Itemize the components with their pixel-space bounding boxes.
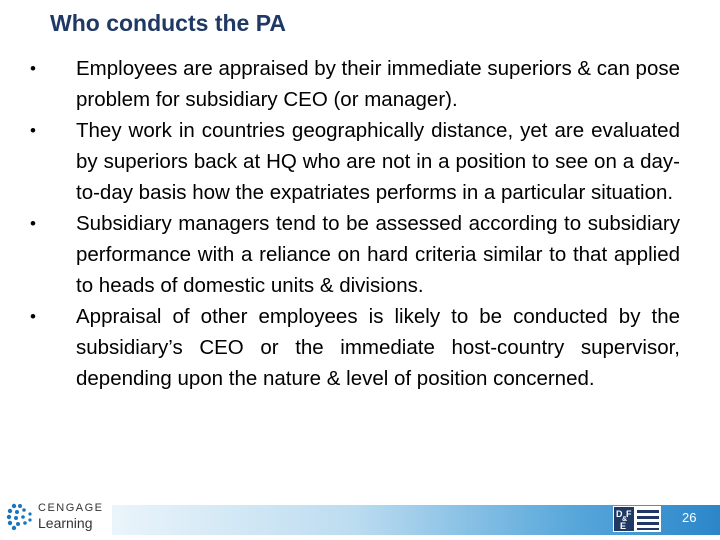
badge-letter: D: [616, 509, 623, 519]
cengage-logo: [6, 498, 112, 536]
bullet-dot: •: [30, 307, 36, 326]
bullet-dot: •: [30, 121, 36, 140]
cengage-swirl-icon: [6, 500, 36, 534]
bullet-dot: •: [30, 59, 36, 78]
bullet-item: [30, 53, 680, 115]
slide-title: Who conducts the PA: [50, 10, 286, 36]
logo-word-cengage: CENGAGE: [38, 502, 104, 514]
page-number: 26: [682, 510, 697, 525]
bullet-item: [30, 115, 680, 208]
bullet-list: [30, 53, 680, 394]
bullet-dot: •: [30, 214, 36, 233]
bullet-item: [30, 208, 680, 301]
dfe-badge-icon: [613, 506, 661, 532]
bullet-text: Employees are appraised by their immediate superiors & can pose problem for subsidiary CEO (or manager).: [76, 57, 680, 111]
badge-letter: &: [622, 516, 628, 523]
bullet-text: Appraisal of other employees is likely to be conducted by the subsidiary’s CEO or the immediate host-country supervisor, depending upon the nature & level of position concerned.: [76, 305, 680, 390]
bullet-text: Subsidiary managers tend to be assessed according to subsidiary performance with a reliance on hard criteria similar to that applied to heads of domestic units & divisions.: [76, 212, 680, 297]
logo-word-learning: Learning: [38, 515, 93, 531]
badge-letter: E: [620, 521, 627, 531]
bullet-text: They work in countries geographically distance, yet are evaluated by superiors back at HQ who are not in a position to see on a day-to-day basis how the expatriates performs in a particular situation.: [76, 119, 680, 204]
bullet-item: [30, 301, 680, 394]
badge-letter: F: [626, 509, 632, 519]
